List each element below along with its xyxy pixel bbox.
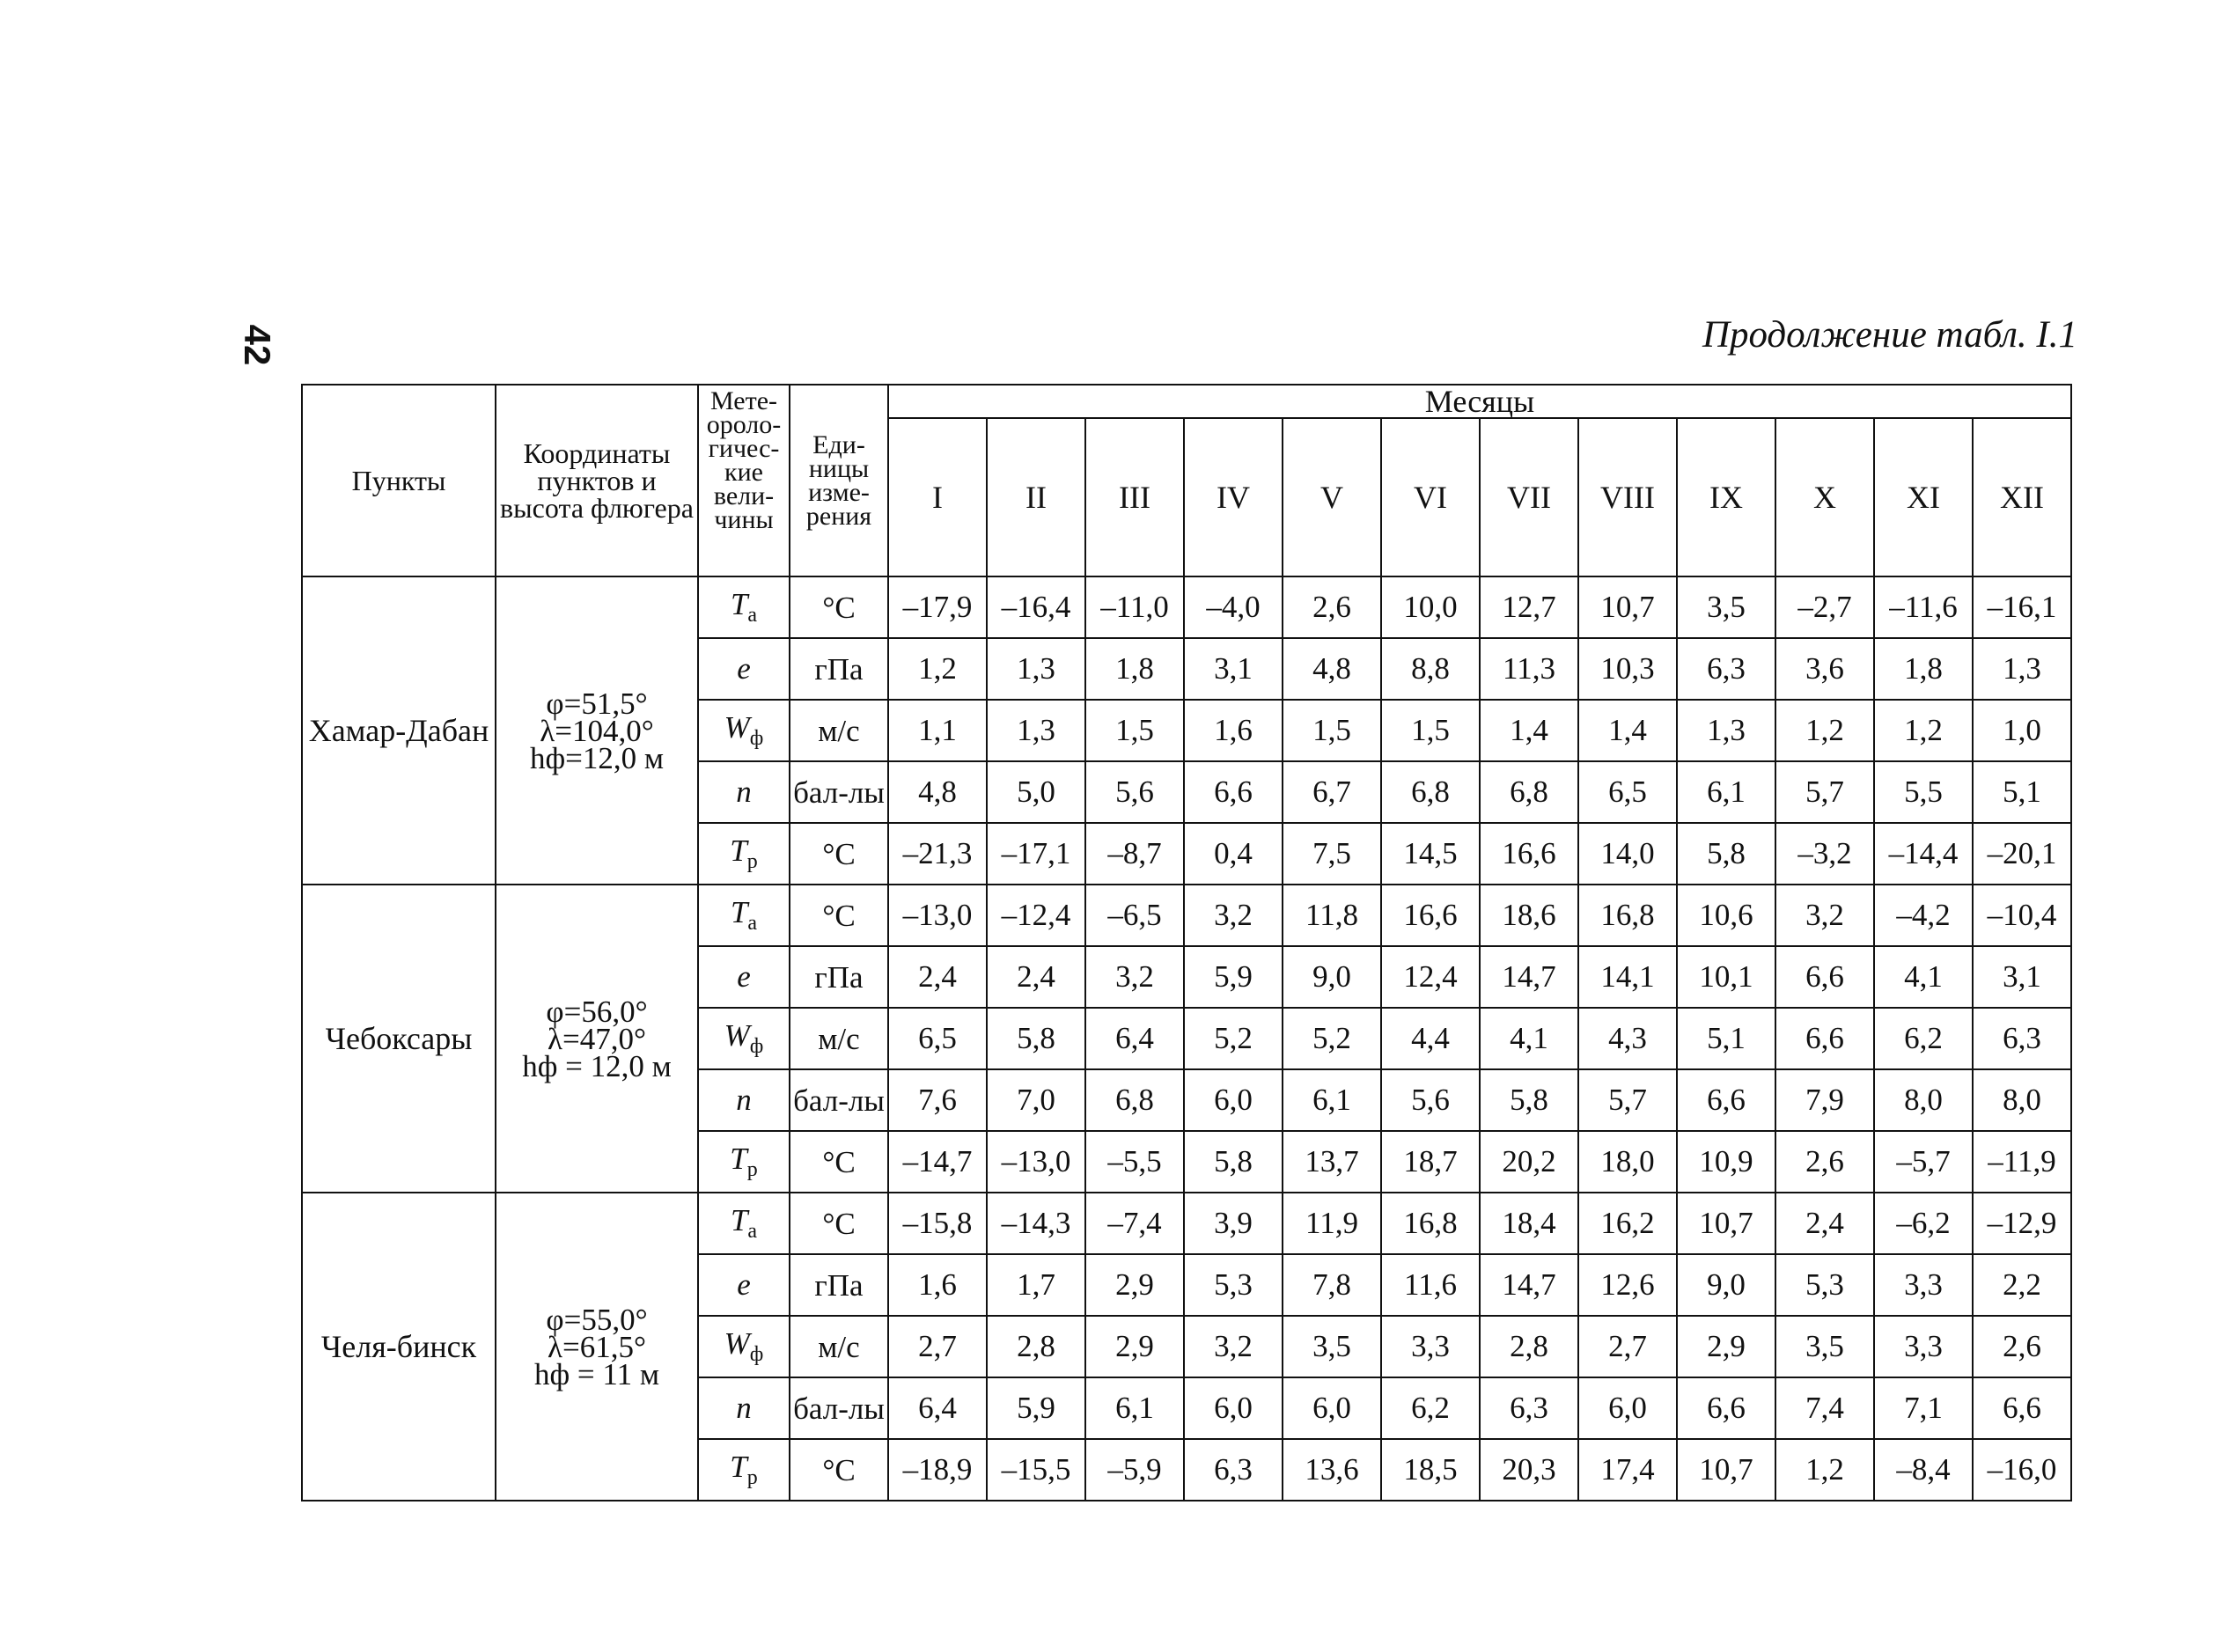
value-cell: 6,6 bbox=[1677, 1377, 1775, 1439]
quantity-symbol-letter: T bbox=[730, 1142, 747, 1176]
value-cell: 5,1 bbox=[1677, 1008, 1775, 1069]
month-header: V bbox=[1283, 418, 1381, 576]
quantity-symbol-letter: e bbox=[737, 959, 751, 994]
quantity-symbol bbox=[698, 761, 790, 823]
value-cell: 7,8 bbox=[1283, 1254, 1381, 1316]
unit-cell: °C bbox=[790, 885, 888, 946]
coordinate-line: φ=55,0° bbox=[546, 1302, 648, 1337]
value-cell: 1,1 bbox=[888, 700, 987, 761]
value-cell: 6,0 bbox=[1184, 1377, 1283, 1439]
month-header: IX bbox=[1677, 418, 1775, 576]
value-cell: 10,7 bbox=[1677, 1439, 1775, 1501]
value-cell: 3,1 bbox=[1973, 946, 2071, 1008]
unit-cell: гПа bbox=[790, 638, 888, 700]
value-cell: 1,3 bbox=[987, 700, 1085, 761]
quantity-symbol-letter: T bbox=[730, 587, 748, 621]
value-cell: –15,5 bbox=[987, 1439, 1085, 1501]
value-cell: 4,8 bbox=[1283, 638, 1381, 700]
value-cell: 10,7 bbox=[1578, 576, 1677, 638]
value-cell: –6,5 bbox=[1085, 885, 1184, 946]
value-cell: 2,6 bbox=[1283, 576, 1381, 638]
value-cell: 6,0 bbox=[1578, 1377, 1677, 1439]
value-cell: 5,8 bbox=[1677, 823, 1775, 885]
value-cell: 2,7 bbox=[1578, 1316, 1677, 1377]
value-cell: 7,9 bbox=[1775, 1069, 1874, 1131]
value-cell: 3,3 bbox=[1874, 1316, 1973, 1377]
value-cell: 11,8 bbox=[1283, 885, 1381, 946]
header-points: Пункты bbox=[302, 385, 496, 576]
value-cell: –11,6 bbox=[1874, 576, 1973, 638]
value-cell: 5,7 bbox=[1578, 1069, 1677, 1131]
value-cell: 1,6 bbox=[888, 1254, 987, 1316]
header-units bbox=[790, 385, 888, 576]
month-header: XI bbox=[1874, 418, 1973, 576]
table-row bbox=[302, 576, 2071, 638]
station-coordinates bbox=[496, 1193, 698, 1501]
value-cell: 12,4 bbox=[1381, 946, 1480, 1008]
value-cell: –4,2 bbox=[1874, 885, 1973, 946]
value-cell: 1,3 bbox=[1973, 638, 2071, 700]
value-cell: 6,1 bbox=[1677, 761, 1775, 823]
coordinate-line: λ=47,0° bbox=[548, 1021, 646, 1056]
station-name: Челя-бинск bbox=[302, 1193, 496, 1501]
value-cell: –15,8 bbox=[888, 1193, 987, 1254]
header-units-text: Еди-ницы изме-рения bbox=[805, 430, 872, 531]
value-cell: 2,7 bbox=[888, 1316, 987, 1377]
value-cell: 11,9 bbox=[1283, 1193, 1381, 1254]
value-cell: 11,6 bbox=[1381, 1254, 1480, 1316]
value-cell: –16,1 bbox=[1973, 576, 2071, 638]
value-cell: 2,8 bbox=[1480, 1316, 1578, 1377]
station-coordinates bbox=[496, 576, 698, 885]
value-cell: –5,7 bbox=[1874, 1131, 1973, 1193]
value-cell: 6,1 bbox=[1085, 1377, 1184, 1439]
value-cell: 6,4 bbox=[888, 1377, 987, 1439]
value-cell: 14,5 bbox=[1381, 823, 1480, 885]
value-cell: 6,6 bbox=[1677, 1069, 1775, 1131]
value-cell: 1,8 bbox=[1085, 638, 1184, 700]
value-cell: –3,2 bbox=[1775, 823, 1874, 885]
value-cell: –14,3 bbox=[987, 1193, 1085, 1254]
value-cell: 7,5 bbox=[1283, 823, 1381, 885]
value-cell: –5,5 bbox=[1085, 1131, 1184, 1193]
quantity-symbol-letter: T bbox=[730, 1450, 747, 1484]
unit-cell: м/с bbox=[790, 1008, 888, 1069]
value-cell: 1,7 bbox=[987, 1254, 1085, 1316]
station-name: Чебоксары bbox=[302, 885, 496, 1193]
value-cell: 1,4 bbox=[1480, 700, 1578, 761]
value-cell: 3,2 bbox=[1184, 1316, 1283, 1377]
value-cell: 0,4 bbox=[1184, 823, 1283, 885]
coordinate-line: φ=51,5° bbox=[546, 686, 648, 721]
value-cell: –8,4 bbox=[1874, 1439, 1973, 1501]
value-cell: 3,2 bbox=[1085, 946, 1184, 1008]
value-cell: 1,0 bbox=[1973, 700, 2071, 761]
station-coordinates bbox=[496, 885, 698, 1193]
quantity-symbol bbox=[698, 1008, 790, 1069]
value-cell: 10,6 bbox=[1677, 885, 1775, 946]
quantity-symbol-letter: n bbox=[736, 775, 752, 809]
quantity-symbol-letter: W bbox=[724, 1326, 750, 1361]
value-cell: 4,8 bbox=[888, 761, 987, 823]
value-cell: 3,3 bbox=[1874, 1254, 1973, 1316]
value-cell: 1,5 bbox=[1283, 700, 1381, 761]
value-cell: 5,2 bbox=[1283, 1008, 1381, 1069]
value-cell: 16,6 bbox=[1480, 823, 1578, 885]
value-cell: –12,9 bbox=[1973, 1193, 2071, 1254]
value-cell: 13,7 bbox=[1283, 1131, 1381, 1193]
unit-cell: гПа bbox=[790, 946, 888, 1008]
value-cell: –20,1 bbox=[1973, 823, 2071, 885]
quantity-symbol bbox=[698, 1439, 790, 1501]
value-cell: 3,6 bbox=[1775, 638, 1874, 700]
table-row bbox=[302, 885, 2071, 946]
value-cell: 2,6 bbox=[1775, 1131, 1874, 1193]
value-cell: 10,3 bbox=[1578, 638, 1677, 700]
value-cell: 6,3 bbox=[1184, 1439, 1283, 1501]
month-header: X bbox=[1775, 418, 1874, 576]
value-cell: 3,2 bbox=[1184, 885, 1283, 946]
header-coordinates bbox=[496, 385, 698, 576]
value-cell: 5,6 bbox=[1381, 1069, 1480, 1131]
quantity-symbol bbox=[698, 1069, 790, 1131]
value-cell: –6,2 bbox=[1874, 1193, 1973, 1254]
quantity-symbol-subscript: ф bbox=[749, 1035, 764, 1058]
value-cell: 5,8 bbox=[1480, 1069, 1578, 1131]
header-months: Месяцы bbox=[888, 385, 2071, 418]
value-cell: 2,9 bbox=[1677, 1316, 1775, 1377]
value-cell: 16,2 bbox=[1578, 1193, 1677, 1254]
value-cell: 8,0 bbox=[1973, 1069, 2071, 1131]
quantity-symbol-letter: W bbox=[724, 1018, 750, 1053]
value-cell: 10,1 bbox=[1677, 946, 1775, 1008]
value-cell: 9,0 bbox=[1677, 1254, 1775, 1316]
quantity-symbol bbox=[698, 1131, 790, 1193]
value-cell: 1,3 bbox=[987, 638, 1085, 700]
value-cell: 18,5 bbox=[1381, 1439, 1480, 1501]
value-cell: –17,1 bbox=[987, 823, 1085, 885]
quantity-symbol-letter: e bbox=[737, 1267, 751, 1302]
value-cell: 7,1 bbox=[1874, 1377, 1973, 1439]
value-cell: –10,4 bbox=[1973, 885, 2071, 946]
value-cell: 1,4 bbox=[1578, 700, 1677, 761]
value-cell: 1,2 bbox=[1874, 700, 1973, 761]
value-cell: 14,7 bbox=[1480, 1254, 1578, 1316]
value-cell: 8,0 bbox=[1874, 1069, 1973, 1131]
value-cell: 2,4 bbox=[987, 946, 1085, 1008]
value-cell: 1,5 bbox=[1381, 700, 1480, 761]
value-cell: 5,7 bbox=[1775, 761, 1874, 823]
value-cell: –18,9 bbox=[888, 1439, 987, 1501]
unit-cell: м/с bbox=[790, 700, 888, 761]
value-cell: 7,6 bbox=[888, 1069, 987, 1131]
value-cell: 6,8 bbox=[1381, 761, 1480, 823]
unit-cell: °C bbox=[790, 576, 888, 638]
quantity-symbol-subscript: ф bbox=[749, 727, 764, 750]
value-cell: 12,7 bbox=[1480, 576, 1578, 638]
value-cell: 7,4 bbox=[1775, 1377, 1874, 1439]
month-header: I bbox=[888, 418, 987, 576]
value-cell: –12,4 bbox=[987, 885, 1085, 946]
quantity-symbol bbox=[698, 885, 790, 946]
unit-cell: °C bbox=[790, 1193, 888, 1254]
value-cell: 6,0 bbox=[1283, 1377, 1381, 1439]
value-cell: 6,6 bbox=[1775, 1008, 1874, 1069]
value-cell: 2,9 bbox=[1085, 1254, 1184, 1316]
value-cell: 5,2 bbox=[1184, 1008, 1283, 1069]
climate-table bbox=[301, 384, 2072, 1501]
quantity-symbol-subscript: р bbox=[746, 850, 758, 873]
value-cell: 6,6 bbox=[1775, 946, 1874, 1008]
value-cell: 3,9 bbox=[1184, 1193, 1283, 1254]
month-header: VI bbox=[1381, 418, 1480, 576]
value-cell: 11,3 bbox=[1480, 638, 1578, 700]
value-cell: 5,9 bbox=[1184, 946, 1283, 1008]
value-cell: 14,1 bbox=[1578, 946, 1677, 1008]
value-cell: 6,2 bbox=[1874, 1008, 1973, 1069]
quantity-symbol bbox=[698, 1316, 790, 1377]
value-cell: 3,5 bbox=[1775, 1316, 1874, 1377]
month-header: IV bbox=[1184, 418, 1283, 576]
coordinate-line: hф = 11 м bbox=[533, 1356, 660, 1391]
value-cell: 3,3 bbox=[1381, 1316, 1480, 1377]
quantity-symbol bbox=[698, 1377, 790, 1439]
value-cell: 6,3 bbox=[1677, 638, 1775, 700]
table-row bbox=[302, 1193, 2071, 1254]
month-header: II bbox=[987, 418, 1085, 576]
value-cell: 6,5 bbox=[888, 1008, 987, 1069]
quantity-symbol-letter: n bbox=[736, 1391, 752, 1425]
value-cell: –8,7 bbox=[1085, 823, 1184, 885]
table-caption: Продолжение табл. I.1 bbox=[1702, 314, 2077, 356]
value-cell: 3,2 bbox=[1775, 885, 1874, 946]
value-cell: –7,4 bbox=[1085, 1193, 1184, 1254]
value-cell: 10,7 bbox=[1677, 1193, 1775, 1254]
value-cell: 2,4 bbox=[888, 946, 987, 1008]
value-cell: –16,4 bbox=[987, 576, 1085, 638]
value-cell: 18,7 bbox=[1381, 1131, 1480, 1193]
quantity-symbol-subscript: р bbox=[746, 1158, 758, 1181]
value-cell: –2,7 bbox=[1775, 576, 1874, 638]
value-cell: 5,0 bbox=[987, 761, 1085, 823]
quantity-symbol-subscript: a bbox=[747, 912, 758, 935]
value-cell: 4,4 bbox=[1381, 1008, 1480, 1069]
value-cell: 3,5 bbox=[1283, 1316, 1381, 1377]
quantity-symbol-letter: n bbox=[736, 1083, 752, 1117]
value-cell: 1,2 bbox=[1775, 700, 1874, 761]
value-cell: –14,4 bbox=[1874, 823, 1973, 885]
value-cell: –13,0 bbox=[987, 1131, 1085, 1193]
value-cell: 18,0 bbox=[1578, 1131, 1677, 1193]
value-cell: 18,4 bbox=[1480, 1193, 1578, 1254]
quantity-symbol-letter: T bbox=[730, 895, 748, 929]
value-cell: 20,3 bbox=[1480, 1439, 1578, 1501]
unit-cell: м/с bbox=[790, 1316, 888, 1377]
value-cell: 10,9 bbox=[1677, 1131, 1775, 1193]
value-cell: 6,6 bbox=[1973, 1377, 2071, 1439]
month-header: III bbox=[1085, 418, 1184, 576]
value-cell: 6,5 bbox=[1578, 761, 1677, 823]
value-cell: –11,0 bbox=[1085, 576, 1184, 638]
coordinate-line: λ=104,0° bbox=[540, 713, 654, 748]
value-cell: 6,2 bbox=[1381, 1377, 1480, 1439]
value-cell: 10,0 bbox=[1381, 576, 1480, 638]
value-cell: 1,2 bbox=[888, 638, 987, 700]
value-cell: –11,9 bbox=[1973, 1131, 2071, 1193]
table-body bbox=[302, 576, 2071, 1501]
value-cell: 6,0 bbox=[1184, 1069, 1283, 1131]
unit-cell: бал-лы bbox=[790, 1377, 888, 1439]
quantity-symbol-letter: T bbox=[730, 1203, 748, 1237]
page-number: 42 bbox=[237, 324, 278, 366]
quantity-symbol bbox=[698, 1193, 790, 1254]
quantity-symbol bbox=[698, 576, 790, 638]
coordinate-line: hф=12,0 м bbox=[529, 740, 665, 775]
value-cell: 20,2 bbox=[1480, 1131, 1578, 1193]
quantity-symbol bbox=[698, 946, 790, 1008]
value-cell: 1,8 bbox=[1874, 638, 1973, 700]
header-meteo-text: Мете-ороло-гичес-кие вели-чины bbox=[706, 386, 782, 534]
quantity-symbol bbox=[698, 1254, 790, 1316]
value-cell: 5,3 bbox=[1184, 1254, 1283, 1316]
header-coordinates-text: Координаты пунктов и высота флюгера bbox=[500, 437, 694, 524]
value-cell: –21,3 bbox=[888, 823, 987, 885]
value-cell: 17,4 bbox=[1578, 1439, 1677, 1501]
unit-cell: °C bbox=[790, 1131, 888, 1193]
month-header: XII bbox=[1973, 418, 2071, 576]
value-cell: 1,3 bbox=[1677, 700, 1775, 761]
quantity-symbol-subscript: р bbox=[746, 1466, 758, 1489]
value-cell: 14,7 bbox=[1480, 946, 1578, 1008]
value-cell: 7,0 bbox=[987, 1069, 1085, 1131]
value-cell: –13,0 bbox=[888, 885, 987, 946]
value-cell: 3,1 bbox=[1184, 638, 1283, 700]
value-cell: 2,2 bbox=[1973, 1254, 2071, 1316]
value-cell: 6,8 bbox=[1085, 1069, 1184, 1131]
month-header: VIII bbox=[1578, 418, 1677, 576]
value-cell: 16,8 bbox=[1381, 1193, 1480, 1254]
value-cell: 4,1 bbox=[1874, 946, 1973, 1008]
value-cell: –4,0 bbox=[1184, 576, 1283, 638]
unit-cell: гПа bbox=[790, 1254, 888, 1316]
quantity-symbol bbox=[698, 700, 790, 761]
value-cell: 6,1 bbox=[1283, 1069, 1381, 1131]
value-cell: 2,9 bbox=[1085, 1316, 1184, 1377]
value-cell: 5,9 bbox=[987, 1377, 1085, 1439]
quantity-symbol bbox=[698, 823, 790, 885]
value-cell: 6,7 bbox=[1283, 761, 1381, 823]
value-cell: 16,6 bbox=[1381, 885, 1480, 946]
unit-cell: бал-лы bbox=[790, 1069, 888, 1131]
value-cell: –16,0 bbox=[1973, 1439, 2071, 1501]
value-cell: 2,6 bbox=[1973, 1316, 2071, 1377]
value-cell: 4,1 bbox=[1480, 1008, 1578, 1069]
value-cell: 6,6 bbox=[1184, 761, 1283, 823]
station-name: Хамар-Дабан bbox=[302, 576, 496, 885]
value-cell: 2,8 bbox=[987, 1316, 1085, 1377]
coordinate-line: λ=61,5° bbox=[548, 1329, 646, 1364]
quantity-symbol-letter: T bbox=[730, 833, 747, 868]
value-cell: 5,5 bbox=[1874, 761, 1973, 823]
value-cell: 12,6 bbox=[1578, 1254, 1677, 1316]
value-cell: 5,1 bbox=[1973, 761, 2071, 823]
unit-cell: бал-лы bbox=[790, 761, 888, 823]
quantity-symbol bbox=[698, 638, 790, 700]
value-cell: 5,6 bbox=[1085, 761, 1184, 823]
value-cell: 5,3 bbox=[1775, 1254, 1874, 1316]
value-cell: 5,8 bbox=[987, 1008, 1085, 1069]
value-cell: 6,3 bbox=[1480, 1377, 1578, 1439]
value-cell: –17,9 bbox=[888, 576, 987, 638]
value-cell: 14,0 bbox=[1578, 823, 1677, 885]
header-meteo-quantities bbox=[698, 385, 790, 576]
value-cell: 18,6 bbox=[1480, 885, 1578, 946]
value-cell: 1,5 bbox=[1085, 700, 1184, 761]
value-cell: 6,4 bbox=[1085, 1008, 1184, 1069]
value-cell: –14,7 bbox=[888, 1131, 987, 1193]
month-header: VII bbox=[1480, 418, 1578, 576]
unit-cell: °C bbox=[790, 1439, 888, 1501]
value-cell: 1,2 bbox=[1775, 1439, 1874, 1501]
value-cell: 6,3 bbox=[1973, 1008, 2071, 1069]
coordinate-line: hф = 12,0 м bbox=[522, 1048, 672, 1083]
value-cell: 1,6 bbox=[1184, 700, 1283, 761]
value-cell: 9,0 bbox=[1283, 946, 1381, 1008]
quantity-symbol-subscript: a bbox=[747, 604, 758, 627]
value-cell: 6,8 bbox=[1480, 761, 1578, 823]
value-cell: 3,5 bbox=[1677, 576, 1775, 638]
value-cell: 16,8 bbox=[1578, 885, 1677, 946]
value-cell: 8,8 bbox=[1381, 638, 1480, 700]
quantity-symbol-subscript: a bbox=[747, 1220, 758, 1243]
coordinate-line: φ=56,0° bbox=[546, 994, 648, 1029]
value-cell: 5,8 bbox=[1184, 1131, 1283, 1193]
quantity-symbol-subscript: ф bbox=[749, 1343, 764, 1366]
value-cell: –5,9 bbox=[1085, 1439, 1184, 1501]
quantity-symbol-letter: W bbox=[724, 710, 750, 745]
value-cell: 4,3 bbox=[1578, 1008, 1677, 1069]
unit-cell: °C bbox=[790, 823, 888, 885]
value-cell: 13,6 bbox=[1283, 1439, 1381, 1501]
value-cell: 2,4 bbox=[1775, 1193, 1874, 1254]
quantity-symbol-letter: e bbox=[737, 651, 751, 686]
